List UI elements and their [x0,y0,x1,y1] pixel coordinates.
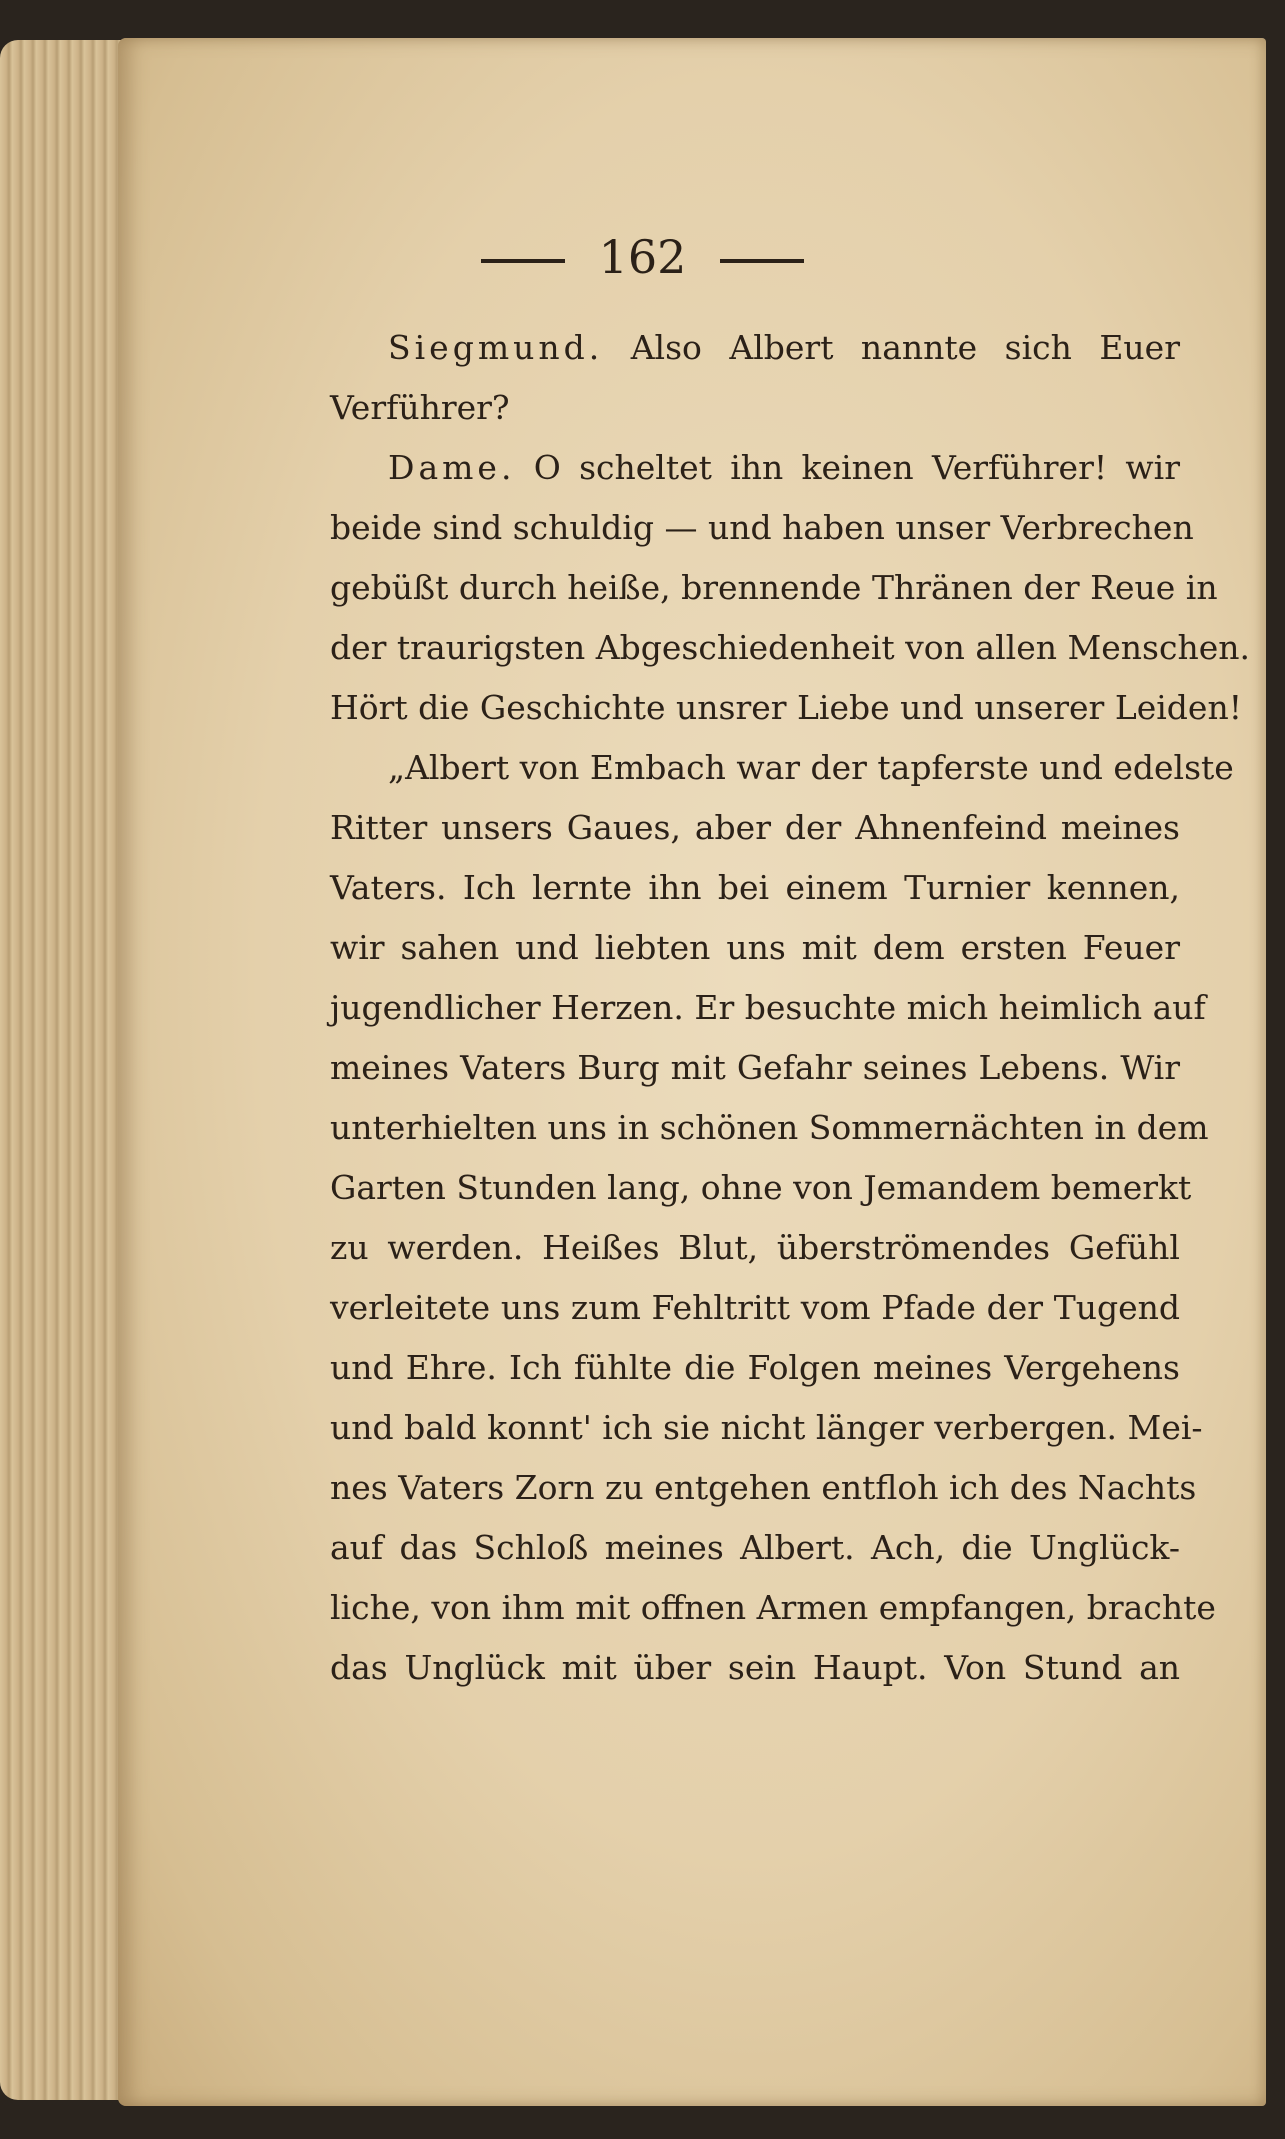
page-number: 162 [598,230,687,284]
text-line [330,1098,1209,1158]
page-text [330,318,1250,1698]
line-text: verleitete uns zum Fehltritt vom Pfade der Tugend [330,1288,1180,1327]
text-line [330,918,1180,978]
header-dash-right [720,259,804,263]
line-text: Verführer? [330,388,510,427]
text-line [330,1338,1180,1398]
line-text: gebüßt durch heiße, brennende Thränen der Reue in [330,568,1218,607]
text-line [330,798,1180,858]
text-line [330,618,1250,678]
line-text: das Unglück mit über sein Haupt. Von Stund an [330,1648,1180,1687]
line-text: Garten Stunden lang, ohne von Jemandem bemerkt [330,1168,1192,1207]
header-dash-left [481,259,565,263]
line-text: der traurigsten Abgeschiedenheit von allen Menschen. [330,628,1250,667]
line-text: meines Vaters Burg mit Gefahr seines Lebens. Wir [330,1048,1180,1087]
text-line [330,1218,1180,1278]
page-header [0,230,1285,284]
text-line [330,738,1234,798]
text-line [330,1578,1216,1638]
text-line [330,1518,1180,1578]
line-text: zu werden. Heißes Blut, überströmendes Gefühl [330,1228,1180,1267]
line-text: jugendlicher Herzen. Er besuchte mich heimlich auf [330,988,1206,1027]
text-line [330,438,1180,498]
line-text: unterhielten uns in schönen Sommernächten in dem [330,1108,1209,1147]
speaker-name: Dame. [388,448,516,487]
text-line [330,1158,1192,1218]
line-text: nes Vaters Zorn zu entgehen entfloh ich des Nachts [330,1468,1197,1507]
line-text: Ritter unsers Gaues, aber der Ahnenfeind meines [330,808,1180,847]
text-line [330,378,1180,438]
text-line [330,978,1206,1038]
text-line [330,498,1194,558]
line-text: beide sind schuldig — und haben unser Verbrechen [330,508,1194,547]
text-line [330,678,1242,738]
text-line [330,1278,1180,1338]
line-text: liche, von ihm mit offnen Armen empfangen, brachte [330,1588,1216,1627]
line-text: Vaters. Ich lernte ihn bei einem Turnier kennen, [330,868,1180,907]
text-line [330,858,1180,918]
text-line [330,1458,1197,1518]
line-text: „Albert von Embach war der tapferste und edelste [388,748,1234,787]
text-line [330,1038,1180,1098]
line-text: O scheltet ihn keinen Verführer! wir [533,448,1180,487]
text-line [330,1638,1180,1698]
line-text: und Ehre. Ich fühlte die Folgen meines Vergehens [330,1348,1180,1387]
text-line [330,318,1180,378]
line-text: auf das Schloß meines Albert. Ach, die Unglück- [330,1528,1180,1567]
line-text: Hört die Geschichte unsrer Liebe und unserer Leiden! [330,688,1242,727]
line-text: Also Albert nannte sich Euer [630,328,1180,367]
speaker-name: Siegmund. [388,328,604,367]
text-line [330,558,1218,618]
text-line [330,1398,1203,1458]
line-text: wir sahen und liebten uns mit dem ersten Feuer [330,928,1180,967]
line-text: und bald konnt' ich sie nicht länger verbergen. Mei- [330,1408,1203,1447]
